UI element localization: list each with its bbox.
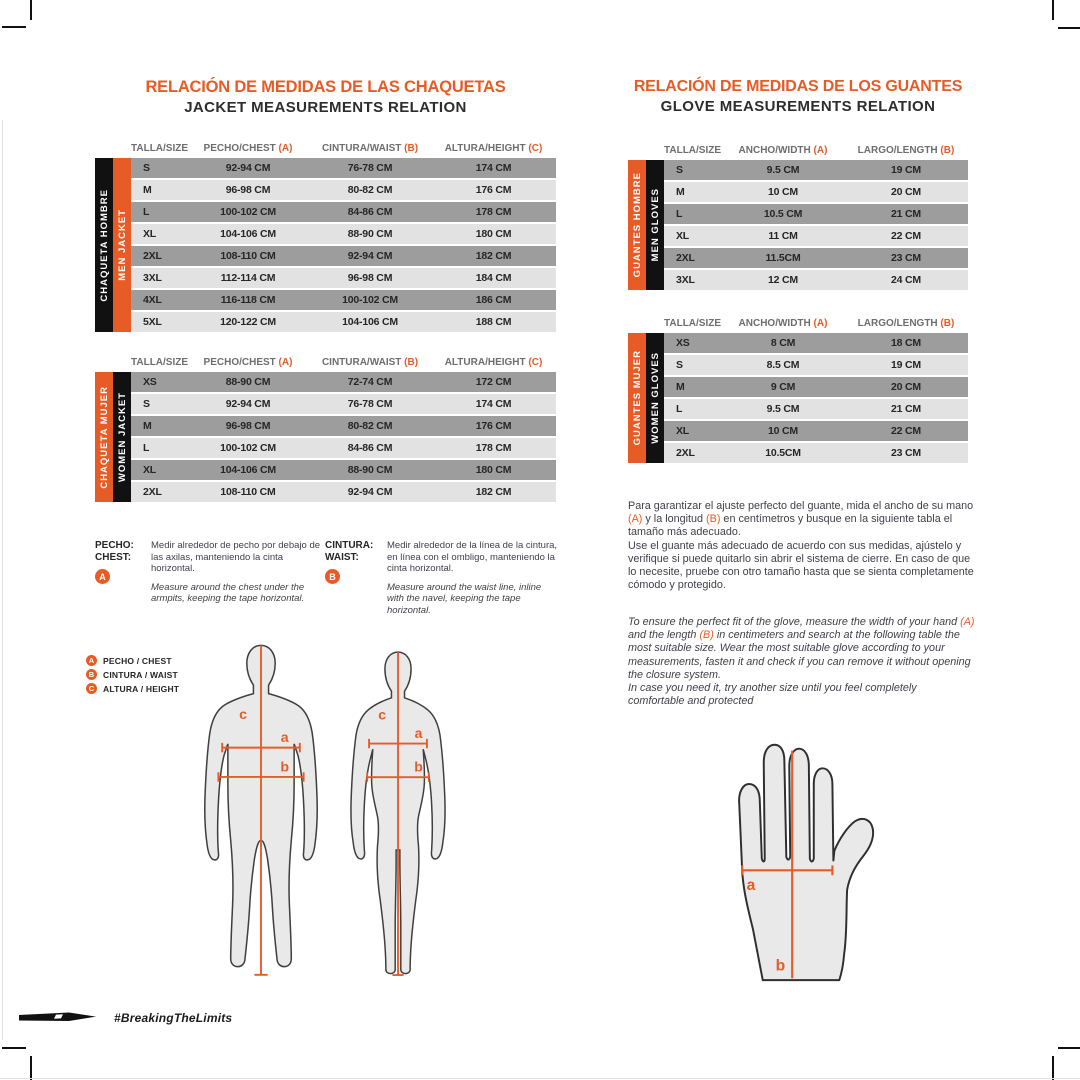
value-cell: 18 CM <box>891 337 921 349</box>
value-cell: 108-110 CM <box>220 250 276 262</box>
value-cell: 104-106 CM <box>342 316 398 328</box>
value-cell: 10 CM <box>768 425 798 437</box>
sidebar-label: CHAQUETA MUJER <box>98 385 110 489</box>
value-cell: 20 CM <box>891 186 921 198</box>
glove-instructions-es: Para garantizar el ajuste perfecto del guante, mida el ancho de su mano (A) y la longitud (B) en centímetros y busque en la siguiente tabla el tamaño más adecuado. Use el guante más adecuado de acuerdo con sus medidas, ajústelo y verifique si puede quitarlo sin abrir el sistema de cierre. En caso de que lo necesite, pruebe con otro tamaño hasta que se sienta completamente cómodo y protegido. <box>628 500 974 592</box>
size-cell: XL <box>676 425 690 437</box>
table-row <box>131 158 556 178</box>
table-row <box>664 226 968 246</box>
badge-b: B <box>325 569 340 584</box>
size-cell: 3XL <box>676 274 695 286</box>
value-cell: 88-90 CM <box>347 464 393 476</box>
value-cell: 100-102 CM <box>220 442 276 454</box>
women-gloves-body <box>664 333 968 463</box>
table-row <box>664 399 968 419</box>
crop-mark-bottom-right-v <box>1052 1056 1054 1080</box>
size-cell: S <box>676 359 683 371</box>
women-jacket-body <box>131 372 556 502</box>
glove-diagram <box>703 733 901 988</box>
chest-note <box>95 540 323 605</box>
women-gloves-header-row <box>628 318 968 329</box>
table-row <box>664 270 968 290</box>
men-gloves-table <box>628 145 968 290</box>
sidebar-women-jacket <box>113 372 131 502</box>
table-row <box>131 372 556 392</box>
column-header: TALLA/SIZE <box>664 318 722 329</box>
sidebar-label: GUANTES MUJER <box>631 350 643 446</box>
sidebar-guantes-hombre <box>628 160 646 290</box>
value-cell: 104-106 CM <box>220 464 276 476</box>
sidebar-label: WOMEN JACKET <box>116 391 128 483</box>
chest-note-label <box>95 540 151 605</box>
value-cell: 10 CM <box>768 186 798 198</box>
table-row <box>664 421 968 441</box>
chest-note-text <box>151 540 323 605</box>
value-cell: 80-82 CM <box>347 184 393 196</box>
men-gloves-header-row <box>628 145 968 156</box>
value-cell: 178 CM <box>475 442 512 454</box>
size-cell: M <box>676 186 685 198</box>
badge-c: C <box>86 683 97 694</box>
note-text-en: Measure around the chest under the armpits, keeping the tape horizontal. <box>151 581 305 604</box>
value-cell: 92-94 CM <box>347 486 393 498</box>
men-jacket-table <box>95 143 556 332</box>
value-cell: 182 CM <box>475 486 512 498</box>
size-cell: 2XL <box>143 250 162 262</box>
value-cell: 92-94 CM <box>225 162 271 174</box>
value-cell: 174 CM <box>475 398 512 410</box>
value-cell: 88-90 CM <box>225 376 271 388</box>
value-cell: 186 CM <box>475 294 512 306</box>
value-cell: 96-98 CM <box>225 184 271 196</box>
women-jacket-table <box>95 357 556 502</box>
table-row <box>664 355 968 375</box>
value-cell: 104-106 CM <box>220 228 276 240</box>
crop-mark-top-left-v <box>30 0 32 20</box>
column-header: ALTURA/HEIGHT (C) <box>444 357 543 368</box>
table-row <box>131 224 556 244</box>
value-cell: 22 CM <box>891 230 921 242</box>
table-row <box>131 202 556 222</box>
sidebar-chaqueta-hombre <box>95 158 113 332</box>
table-row <box>131 438 556 458</box>
female-chest-label: a <box>414 724 423 741</box>
legend-item-c <box>86 683 179 694</box>
measure-legend <box>86 655 179 697</box>
note-text-es: Medir alrededor de pecho por debajo de las axilas, manteniendo la cinta horizontal. <box>151 540 321 574</box>
column-header: CINTURA/WAIST (B) <box>321 357 419 368</box>
table-row <box>131 268 556 288</box>
legend-item-a <box>86 655 179 666</box>
value-cell: 21 CM <box>891 208 921 220</box>
sidebar-label: GUANTES HOMBRE <box>631 172 643 278</box>
value-cell: 80-82 CM <box>347 420 393 432</box>
size-cell: L <box>676 403 683 415</box>
badge-a: A <box>86 655 97 666</box>
jacket-title-en: JACKET MEASUREMENTS RELATION <box>184 99 467 116</box>
value-cell: 20 CM <box>891 381 921 393</box>
column-header: TALLA/SIZE <box>131 143 189 154</box>
value-cell: 9.5 CM <box>766 403 800 415</box>
male-height-label: c <box>239 707 247 724</box>
size-cell: XS <box>676 337 690 349</box>
column-header: ANCHO/WIDTH (A) <box>738 318 828 329</box>
sidebar-chaqueta-mujer <box>95 372 113 502</box>
table-row <box>131 180 556 200</box>
value-cell: 19 CM <box>891 359 921 371</box>
size-cell: XL <box>143 228 157 240</box>
value-cell: 10.5CM <box>765 447 801 459</box>
brand-logo <box>19 1012 97 1023</box>
column-header: ALTURA/HEIGHT (C) <box>444 143 543 154</box>
sidebar-men-jacket <box>113 158 131 332</box>
column-header: LARGO/LENGTH (B) <box>857 318 955 329</box>
value-cell: 24 CM <box>891 274 921 286</box>
note-label-en: WAIST: <box>325 552 359 563</box>
size-cell: M <box>143 184 152 196</box>
column-header: ANCHO/WIDTH (A) <box>738 145 828 156</box>
value-cell: 84-86 CM <box>347 442 393 454</box>
size-cell: XS <box>143 376 157 388</box>
size-cell: 5XL <box>143 316 162 328</box>
table-row <box>664 248 968 268</box>
value-cell: 88-90 CM <box>347 228 393 240</box>
table-row <box>131 246 556 266</box>
table-row <box>131 394 556 414</box>
value-cell: 108-110 CM <box>220 486 276 498</box>
table-row <box>664 160 968 180</box>
size-cell: M <box>143 420 152 432</box>
jacket-title-es: RELACIÓN DE MEDIDAS DE LAS CHAQUETAS <box>145 78 506 96</box>
page-edge-left <box>2 120 3 1040</box>
table-row <box>664 443 968 463</box>
value-cell: 120-122 CM <box>220 316 276 328</box>
value-cell: 100-102 CM <box>220 206 276 218</box>
size-cell: L <box>676 208 683 220</box>
table-row <box>664 182 968 202</box>
sidebar-label: WOMEN GLOVES <box>649 352 661 444</box>
men-gloves-body <box>664 160 968 290</box>
glove-instructions-en: To ensure the perfect fit of the glove, measure the width of your hand (A) and the length (B) in centimeters and search at the following table the most suitable size. Wear the most suitable glove according to your measurements, fasten it and check if you can remove it without opening the closure system. In case you need it, try another size until you feel completely comfortable and protected <box>628 616 975 708</box>
crop-mark-bottom-left-v <box>30 1056 32 1080</box>
crop-mark-top-left-h <box>2 26 26 28</box>
female-waist-label: b <box>414 758 423 775</box>
footer-hashtag: #BreakingTheLimits <box>114 1011 233 1025</box>
value-cell: 92-94 CM <box>225 398 271 410</box>
table-row <box>664 333 968 353</box>
note-text-es: Medir alrededor de la línea de la cintura, en línea con el ombligo, manteniendo la cinta horizontal. <box>387 540 558 574</box>
value-cell: 180 CM <box>475 464 512 476</box>
value-cell: 8 CM <box>770 337 796 349</box>
value-cell: 180 CM <box>475 228 512 240</box>
waist-note-label <box>325 540 387 616</box>
women-gloves-table <box>628 318 968 463</box>
note-label-es: CINTURA: <box>325 540 374 551</box>
female-height-label: c <box>378 706 387 723</box>
value-cell: 9 CM <box>770 381 796 393</box>
value-cell: 23 CM <box>891 252 921 264</box>
value-cell: 96-98 CM <box>347 272 393 284</box>
column-header: PECHO/CHEST (A) <box>203 357 293 368</box>
size-cell: 2XL <box>676 252 695 264</box>
note-text-en: Measure around the waist line, inline with the navel, keeping the tape horizontal. <box>387 581 542 616</box>
hand-length-label: b <box>775 957 786 975</box>
note-label-es: PECHO: <box>95 540 134 551</box>
table-row <box>664 204 968 224</box>
legend-label: PECHO / CHEST <box>103 655 172 666</box>
table-row <box>131 416 556 436</box>
value-cell: 184 CM <box>475 272 512 284</box>
table-row <box>131 460 556 480</box>
page-edge-bottom <box>0 1078 1080 1079</box>
value-cell: 174 CM <box>475 162 512 174</box>
waist-note-text <box>387 540 560 616</box>
size-cell: 2XL <box>143 486 162 498</box>
crop-mark-top-right-h <box>1058 27 1080 29</box>
badge-a: A <box>95 569 110 584</box>
men-jacket-header-row <box>95 143 556 154</box>
size-cell: XL <box>676 230 690 242</box>
crop-mark-bottom-right-h <box>1058 1047 1080 1049</box>
men-jacket-body <box>131 158 556 332</box>
column-header: LARGO/LENGTH (B) <box>857 145 955 156</box>
value-cell: 76-78 CM <box>347 398 393 410</box>
table-row <box>664 377 968 397</box>
value-cell: 76-78 CM <box>347 162 393 174</box>
value-cell: 188 CM <box>475 316 512 328</box>
male-chest-label: a <box>280 729 289 746</box>
size-cell: S <box>143 162 150 174</box>
value-cell: 9.5 CM <box>766 164 800 176</box>
sidebar-men-gloves <box>646 160 664 290</box>
value-cell: 182 CM <box>475 250 512 262</box>
legend-label: ALTURA / HEIGHT <box>103 683 180 694</box>
value-cell: 176 CM <box>475 420 512 432</box>
column-header: CINTURA/WAIST (B) <box>321 143 419 154</box>
sidebar-guantes-mujer <box>628 333 646 463</box>
value-cell: 176 CM <box>475 184 512 196</box>
legend-item-b <box>86 669 179 680</box>
value-cell: 116-118 CM <box>220 294 276 306</box>
value-cell: 23 CM <box>891 447 921 459</box>
size-cell: M <box>676 381 685 393</box>
glove-title-es: RELACIÓN DE MEDIDAS DE LOS GUANTES <box>633 78 963 95</box>
value-cell: 12 CM <box>768 274 798 286</box>
value-cell: 11.5CM <box>765 252 801 264</box>
size-cell: XL <box>143 464 157 476</box>
jacket-section-title <box>95 78 556 116</box>
male-waist-label: b <box>280 759 290 776</box>
table-row <box>131 290 556 310</box>
crop-mark-top-right-v <box>1052 0 1054 20</box>
sidebar-label: MEN JACKET <box>116 209 128 281</box>
value-cell: 172 CM <box>475 376 512 388</box>
column-header: PECHO/CHEST (A) <box>203 143 293 154</box>
value-cell: 10.5 CM <box>763 208 803 220</box>
glove-section-title <box>628 78 968 115</box>
size-cell: 3XL <box>143 272 162 284</box>
crop-mark-bottom-left-h <box>2 1047 26 1049</box>
female-body-diagram <box>328 641 468 988</box>
size-cell: 2XL <box>676 447 695 459</box>
value-cell: 112-114 CM <box>220 272 276 284</box>
note-label-en: CHEST: <box>95 552 132 563</box>
size-cell: L <box>143 442 150 454</box>
value-cell: 178 CM <box>475 206 512 218</box>
sidebar-label: MEN GLOVES <box>649 188 661 262</box>
male-body-diagram <box>190 636 332 988</box>
legend-label: CINTURA / WAIST <box>103 669 178 680</box>
badge-b: B <box>86 669 97 680</box>
value-cell: 72-74 CM <box>347 376 393 388</box>
size-cell: S <box>676 164 683 176</box>
women-jacket-header-row <box>95 357 556 368</box>
value-cell: 84-86 CM <box>347 206 393 218</box>
value-cell: 8.5 CM <box>766 359 800 371</box>
table-row <box>131 312 556 332</box>
size-cell: L <box>143 206 150 218</box>
hand-width-label: a <box>746 876 756 894</box>
waist-note <box>325 540 560 616</box>
column-header: TALLA/SIZE <box>131 357 189 368</box>
glove-title-en: GLOVE MEASUREMENTS RELATION <box>660 98 936 115</box>
value-cell: 22 CM <box>891 425 921 437</box>
table-row <box>131 482 556 502</box>
sidebar-label: CHAQUETA HOMBRE <box>98 188 110 302</box>
sidebar-women-gloves <box>646 333 664 463</box>
value-cell: 19 CM <box>891 164 921 176</box>
value-cell: 96-98 CM <box>225 420 271 432</box>
value-cell: 11 CM <box>768 230 798 242</box>
size-cell: 4XL <box>143 294 162 306</box>
value-cell: 21 CM <box>891 403 921 415</box>
value-cell: 92-94 CM <box>347 250 393 262</box>
column-header: TALLA/SIZE <box>664 145 722 156</box>
size-cell: S <box>143 398 150 410</box>
value-cell: 100-102 CM <box>342 294 398 306</box>
